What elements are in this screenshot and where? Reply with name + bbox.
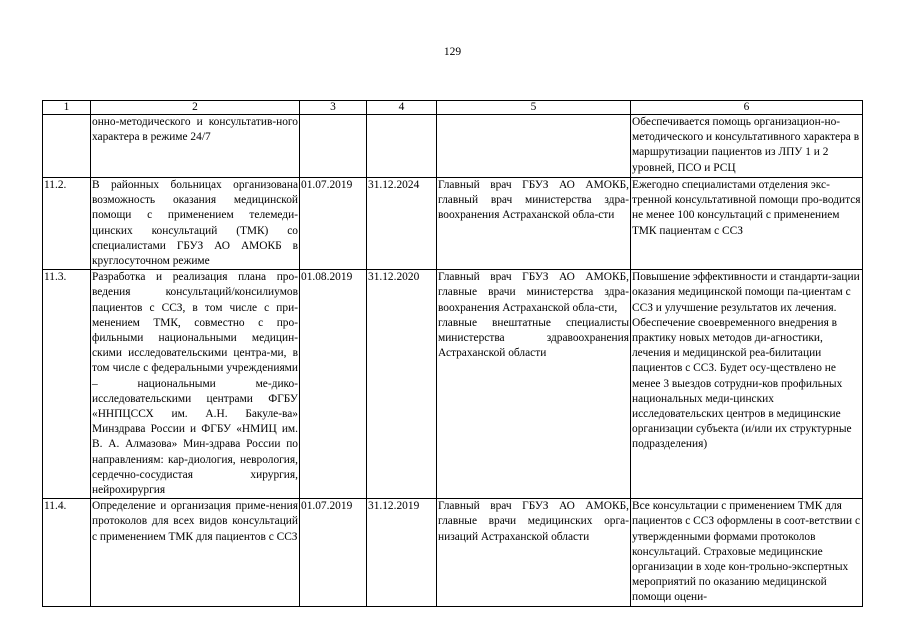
end-date-cell: 31.12.2019 <box>367 499 437 606</box>
start-date-cell: 01.08.2019 <box>300 270 367 499</box>
table-row <box>43 178 863 270</box>
action-cell: В районных больницах организована возможность оказания медицинской помощи с применением телемеди-цинских консультаций (ТМК) со специалистами ГБУЗ АО АМОКБ в круглосуточном режиме <box>91 178 300 270</box>
responsible-cell <box>437 115 631 178</box>
page-number: 129 <box>443 46 462 58</box>
row-number-cell: 11.2. <box>43 178 91 270</box>
result-cell: Все консультации с применением ТМК для пациентов с ССЗ оформлены в соот-ветствии с утвержденными формами протоколов консультаций. Страховые медицинские организации в ходе кон-трольно-экспертных мероприятий по оказанию медицинской помощи оцени- <box>631 499 863 606</box>
column-header-4: 4 <box>367 101 437 115</box>
column-header-1: 1 <box>43 101 91 115</box>
column-header-6: 6 <box>631 101 863 115</box>
start-date-cell <box>300 115 367 178</box>
result-cell: Обеспечивается помощь организацион-но-методического и консультативного характера в маршрутизации пациентов из ЛПУ 1 и 2 уровней, ПСО и РСЦ <box>631 115 863 178</box>
action-cell: онно-методического и консультатив-ного характера в режиме 24/7 <box>91 115 300 178</box>
result-cell: Ежегодно специалистами отделения экс-тренной консультативной помощи про-водится не менее 100 консультаций с применением ТМК пациентам с ССЗ <box>631 178 863 270</box>
table-row <box>43 499 863 606</box>
table-row <box>43 270 863 499</box>
action-cell: Определение и организация приме-нения протоколов для всех видов консультаций с применением ТМК для пациентов с ССЗ <box>91 499 300 606</box>
result-cell: Повышение эффективности и стандарти-зации оказания медицинской помощи па-циентам с ССЗ и улучшение результатов их лечения. Обеспечение своевременного внедрения в практику новых методов ди-агностики, лечения и медицинской реа-билитации пациентов с ССЗ. Будет осу-ществлено не менее 3 выездов сотрудни-ков профильных национальных меди-цинских исследовательских центров в медицинские организации субъекта (и/или их структурные подразделения) <box>631 270 863 499</box>
end-date-cell: 31.12.2024 <box>367 178 437 270</box>
start-date-cell: 01.07.2019 <box>300 499 367 606</box>
row-number-cell: 11.4. <box>43 499 91 606</box>
end-date-cell: 31.12.2020 <box>367 270 437 499</box>
action-cell: Разработка и реализация плана про-ведения консультаций/консилиумов пациентов с ССЗ, в том числе с при-менением ТМК, совместно с про-фильными национальными медицин-скими исследовательскими центра-ми, в том числе с федеральными учреждениями – национальными ме-дико-исследовательскими центрами ФГБУ «ННПЦССХ им. А.Н. Бакуле-ва» Минздрава России и ФГБУ «НМИЦ им. В. А. Алмазова» Мин-здрава России по направлениям: кар-диология, неврология, сердечно-сосудистая хирургия, нейрохирургия <box>91 270 300 499</box>
start-date-cell: 01.07.2019 <box>300 178 367 270</box>
responsible-cell: Главный врач ГБУЗ АО АМОКБ, главный врач министерства здра-воохранения Астраханской обла-сти <box>437 178 631 270</box>
column-header-2: 2 <box>91 101 300 115</box>
end-date-cell <box>367 115 437 178</box>
column-header-3: 3 <box>300 101 367 115</box>
plan-table <box>42 100 863 607</box>
table-row <box>43 115 863 178</box>
column-header-5: 5 <box>437 101 631 115</box>
responsible-cell: Главный врач ГБУЗ АО АМОКБ, главные врачи медицинских орга-низаций Астраханской области <box>437 499 631 606</box>
responsible-cell: Главный врач ГБУЗ АО АМОКБ, главные врачи министерства здра-воохранения Астраханской обла-сти, главные внештатные специалисты министерства здравоохранения Астраханской области <box>437 270 631 499</box>
row-number-cell: 11.3. <box>43 270 91 499</box>
row-number-cell <box>43 115 91 178</box>
header-row <box>43 101 863 115</box>
